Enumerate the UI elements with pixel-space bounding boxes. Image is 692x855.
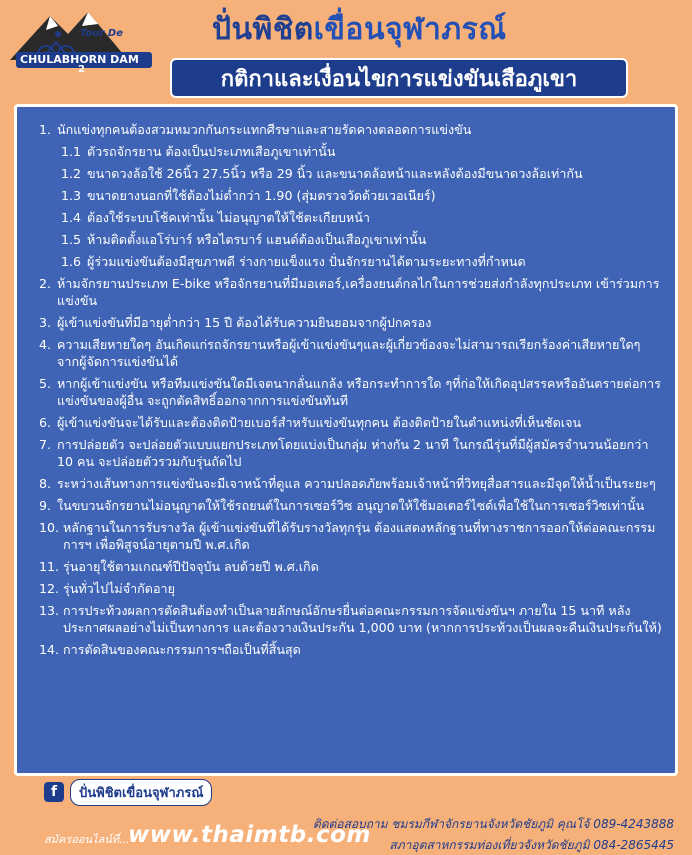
rule-item (39, 580, 663, 597)
rule-text: รุ่นทั่วไปไม่จำกัดอายุ (63, 581, 175, 596)
rule-item (39, 641, 663, 658)
rule-item (39, 121, 663, 138)
rule-text: นักแข่งทุกคนต้องสวมหมวกกันกระแทกศีรษาและสายรัดคางตลอดการแข่งขัน (57, 122, 472, 137)
event-logo (10, 8, 160, 74)
rule-item (39, 414, 663, 431)
sub-rule-item (39, 165, 663, 182)
rule-number: 1.5 (61, 232, 82, 247)
facebook-link[interactable] (44, 779, 212, 805)
rule-text: ระหว่างเส้นทางการแข่งขันจะมีเจาหน้าที่ดูแล ความปลอดภัยพร้อมเจ้าหน้าที่วิทยุสื่อสารและมีจุดให้น้ำเป็นระยะๆ (57, 476, 656, 491)
rule-item (39, 558, 663, 575)
sub-rule-item (39, 209, 663, 226)
rule-text: การปล่อยตัว จะปล่อยตัวแบบแยกประเภทโดยแบ่งเป็นกลุ่ม ห่างกัน 2 นาที ในกรณีรุ่นที่มีผู้สมัครจำนวนน้อยกว่า 10 คน จะปล่อยตัวรวมกับรุ่นถัดไป (57, 437, 649, 469)
headline-part2: เขื่อนจุฬาภรณ์ (313, 12, 507, 47)
contact-line-1: ติดต่อสอบถาม ชมรมกีฬาจักรยานจังหวัดชัยภูมิ คุณโจ้ 089-4243888 (312, 817, 674, 831)
rule-number: 1.6 (61, 254, 82, 269)
rule-text: หากผู้เข้าแข่งขัน หรือทีมแข่งขันใดมีเจตนากลั่นแกล้ง หรือกระทำการใด ๆที่ก่อให้เกิดอุปสรรคหรืออันตรายต่อการแข่งขันของผู้อื่น จะถูกตัดสิทธิ์ออกจากการแข่งขันทันที (57, 376, 661, 408)
rule-item (39, 375, 663, 409)
rule-number: 5. (39, 376, 52, 391)
register-label: สมัครออนไลน์ที่... (44, 833, 130, 846)
logo-line1: Tour De (80, 28, 124, 39)
rule-text: ในขบวนจักรยานไม่อนุญาตให้ใช้รถยนต์ในการเซอร์วิซ อนุญาตให้ใช้มอเตอร์ไซด์เพื่อใช้ในการเซอร์วิซเท่านั้น (57, 498, 645, 513)
rule-text: หลักฐานในการรับรางวัล ผู้เข้าแข่งขันที่ได้รับรางวัลทุกรุ่น ต้องแสดงหลักฐานที่ทางราชการออกให้ต่อคณะกรรมการฯ เพื่อพิสูจน์อายุตามปี พ.ศ.เกิด (63, 520, 656, 552)
rule-number: 7. (39, 437, 52, 452)
rule-number: 9. (39, 498, 52, 513)
rule-number: 8. (39, 476, 52, 491)
rule-item (39, 519, 663, 553)
rule-number: 6. (39, 415, 52, 430)
rule-text: ขนาดยางนอกที่ใช้ต้องไม่ต่ำกว่า 1.90 (สุ่มตรวจวัดด้วยเวอเนียร์) (87, 188, 436, 203)
rule-number: 4. (39, 337, 52, 352)
rule-number: 11. (39, 559, 60, 574)
rule-item (39, 314, 663, 331)
rule-text: ห้ามจักรยานประเภท E-bike หรือจักรยานที่มีมอเตอร์,เครื่องยนต์กลไกในการช่วยส่งกำลังทุกประเภท เข้าร่วมการแข่งขัน (57, 276, 660, 308)
rule-number: 2. (39, 276, 52, 291)
sub-rule-item (39, 187, 663, 204)
rule-text: รุ่นอายุใช้ตามเกณฑ์ปีปัจจุบัน ลบด้วยปี พ.ศ.เกิด (63, 559, 319, 574)
rule-item (39, 336, 663, 370)
rule-text: ต้องใช้ระบบโช้คเท่านั้น ไม่อนุญาตให้ใช้ตะเกียบหน้า (87, 210, 370, 225)
rule-text: การตัดสินของคณะกรรมการฯถือเป็นที่สิ้นสุด (63, 642, 301, 657)
facebook-page-name: ปั่นพิชิตเขื่อนจุฬาภรณ์ (70, 779, 212, 806)
contact-line-2: สภาอุตสาหกรรมท่องเที่ยวจังหวัดชัยภูมิ 084-2865445 (389, 838, 674, 852)
rule-number: 10. (39, 520, 60, 535)
rule-text: การประท้วงผลการตัดสินต้องทำเป็นลายลักษณ์อักษรยื่นต่อคณะกรรมการจัดแข่งขันฯ ภายใน 15 นาที หลังประกาศผลอย่างไม่เป็นทางการ และต้องวางเงินประกัน 1,000 บาท (หากการประท้วงเป็นผลจะคืนเงินประกันให้) (63, 603, 662, 635)
rule-item (39, 275, 663, 309)
facebook-icon: f (44, 782, 64, 802)
rule-text: ผู้เข้าแข่งขันที่มีอายุต่ำกว่า 15 ปี ต้องได้รับความยินยอมจากผู้ปกครอง (57, 315, 432, 330)
rule-number: 1. (39, 122, 52, 137)
rule-number: 12. (39, 581, 60, 596)
rule-item (39, 436, 663, 470)
rules-list (39, 121, 663, 663)
rule-text: ตัวรถจักรยาน ต้องเป็นประเภทเสือภูเขาเท่านั้น (87, 144, 336, 159)
rule-number: 14. (39, 642, 60, 657)
rule-number: 1.3 (61, 188, 82, 203)
rule-number: 1.2 (61, 166, 82, 181)
logo-line3: 2 (78, 64, 85, 75)
sub-rule-item (39, 253, 663, 270)
rules-panel (14, 104, 678, 776)
rule-item (39, 497, 663, 514)
rule-number: 13. (39, 603, 60, 618)
rule-text: ความเสียหายใดๆ อันเกิดแก่รถจักรยานหรือผู้เข้าแข่งขันๆและผู้เกี่ยวข้องจะไม่สามารถเรียกร้องค่าเสียหายใดๆ จากผู้จัดการแข่งขันได้ (57, 337, 641, 369)
rule-number: 1.4 (61, 210, 82, 225)
sub-rule-item (39, 231, 663, 248)
headline-part1: ปั่นพิชิต (212, 12, 314, 47)
rule-item (39, 475, 663, 492)
rules-subtitle: กติกาและเงื่อนไขการแข่งขันเสือภูเขา (170, 58, 628, 98)
rule-text: ขนาดวงล้อใช้ 26นิ้ว 27.5นิ้ว หรือ 29 นิ้ว และขนาดล้อหน้าและหลังต้องมีขนาดวงล้อเท่ากัน (87, 166, 583, 181)
website-link[interactable]: www.thaimtb.com (128, 822, 371, 848)
rule-number: 1.1 (61, 144, 82, 159)
event-headline (212, 6, 682, 53)
rule-text: ผู้ร่วมแข่งขันต้องมีสุขภาพดี ร่างกายแข็งแรง ปั่นจักรยานได้ตามระยะทางที่กำหนด (87, 254, 526, 269)
rule-number: 3. (39, 315, 52, 330)
rule-text: ผู้เข้าแข่งขันจะได้รับและต้องติดป้ายเบอร์สำหรับแข่งขันทุกคน ต้องติดป้ายในตำแหน่งที่เห็นชัดเจน (57, 415, 582, 430)
logo-line2: CHULABHORN DAM (20, 53, 139, 66)
sub-rule-item (39, 143, 663, 160)
rule-item (39, 602, 663, 636)
rule-text: ห้ามติดตั้งแอโร่บาร์ หรือไตรบาร์ แฮนด์ต้องเป็นเสือภูเขาเท่านั้น (87, 232, 427, 247)
